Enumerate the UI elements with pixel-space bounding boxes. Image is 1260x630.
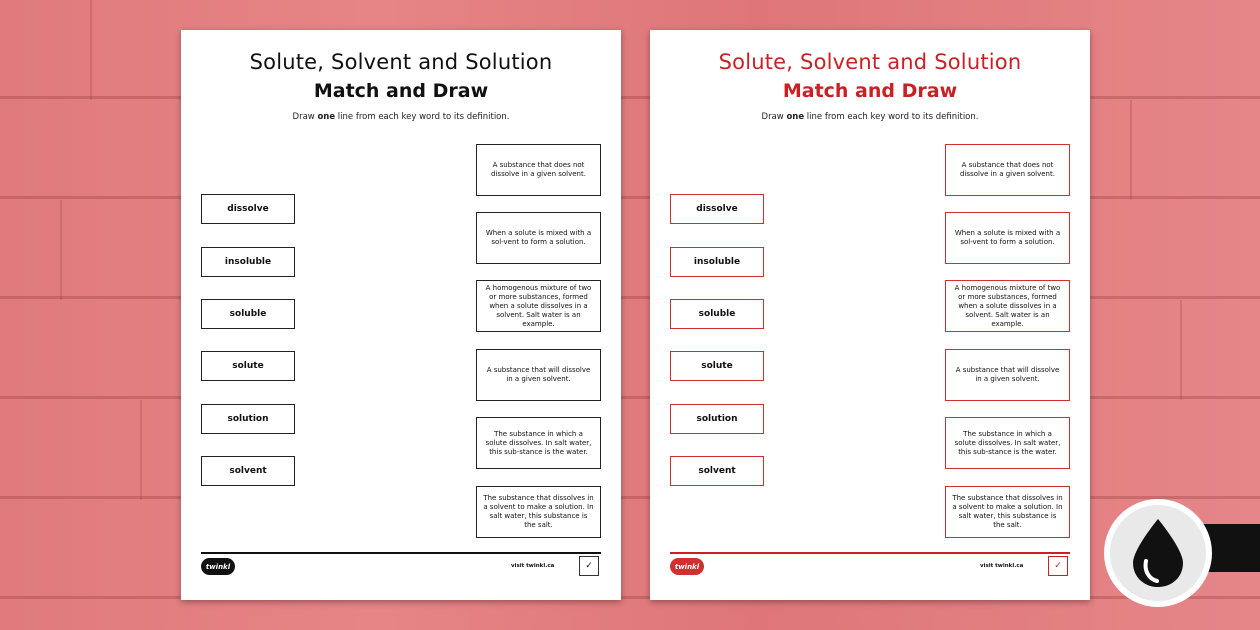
definition-box: The substance that dissolves in a solvent to make a solution. In salt water, this substance is the salt.	[945, 486, 1070, 538]
definition-box: A substance that does not dissolve in a given solvent.	[945, 144, 1070, 196]
definition-box: The substance in which a solute dissolves. In salt water, this sub-stance is the water.	[945, 417, 1070, 469]
definition-box: When a solute is mixed with a sol-vent to form a solution.	[476, 212, 601, 264]
instruction-text: line from each key word to its definition.	[335, 112, 510, 122]
definition-box: A substance that will dissolve in a given solvent.	[945, 349, 1070, 401]
key-word-box: solvent	[201, 456, 295, 486]
wood-seam	[1130, 100, 1132, 200]
key-word-box: insoluble	[201, 247, 295, 277]
worksheet-instruction	[650, 112, 1090, 122]
key-word-box: solute	[201, 351, 295, 381]
definition-box: When a solute is mixed with a sol-vent to form a solution.	[945, 212, 1070, 264]
twinkl-logo: twinkl	[670, 558, 704, 575]
instruction-text: Draw	[761, 112, 787, 122]
wood-seam	[1180, 300, 1182, 400]
twinkl-logo: twinkl	[201, 558, 235, 575]
key-word-box: solvent	[670, 456, 764, 486]
instruction-emphasis: one	[317, 112, 336, 122]
key-word-box: insoluble	[670, 247, 764, 277]
footer-link: visit twinkl.ca	[511, 563, 555, 569]
key-word-box: solution	[201, 404, 295, 434]
definition-box: A homogenous mixture of two or more substances, formed when a solute dissolves in a solvent. Salt water is an example.	[945, 280, 1070, 332]
ink-drop-icon	[1129, 517, 1187, 589]
definition-box: The substance that dissolves in a solvent to make a solution. In salt water, this substance is the salt.	[476, 486, 601, 538]
instruction-text: line from each key word to its definition.	[804, 112, 979, 122]
instruction-emphasis: one	[786, 112, 805, 122]
footer-divider	[201, 552, 601, 554]
definition-box: A substance that will dissolve in a given solvent.	[476, 349, 601, 401]
footer-link: visit twinkl.ca	[980, 563, 1024, 569]
key-word-box: dissolve	[670, 194, 764, 224]
worksheet-preview-black	[181, 30, 621, 600]
quality-badge-icon: ✓	[579, 556, 599, 576]
definition-box: The substance in which a solute dissolves. In salt water, this sub-stance is the water.	[476, 417, 601, 469]
wood-seam	[60, 200, 62, 300]
key-word-box: solution	[670, 404, 764, 434]
footer-divider	[670, 552, 1070, 554]
wood-seam	[140, 400, 142, 500]
worksheet-title: Solute, Solvent and Solution	[249, 50, 553, 74]
definition-box: A homogenous mixture of two or more substances, formed when a solute dissolves in a solvent. Salt water is an example.	[476, 280, 601, 332]
worksheet-subtitle: Match and Draw	[782, 80, 958, 102]
key-word-box: soluble	[670, 299, 764, 329]
ink-saver-badge	[1110, 505, 1206, 601]
definition-box: A substance that does not dissolve in a given solvent.	[476, 144, 601, 196]
worksheet-subtitle: Match and Draw	[313, 80, 489, 102]
worksheet-preview-red	[650, 30, 1090, 600]
key-word-box: dissolve	[201, 194, 295, 224]
wood-seam	[90, 0, 92, 100]
quality-badge-icon: ✓	[1048, 556, 1068, 576]
instruction-text: Draw	[292, 112, 318, 122]
key-word-box: soluble	[201, 299, 295, 329]
worksheet-instruction	[181, 112, 621, 122]
key-word-box: solute	[670, 351, 764, 381]
worksheet-title: Solute, Solvent and Solution	[718, 50, 1022, 74]
